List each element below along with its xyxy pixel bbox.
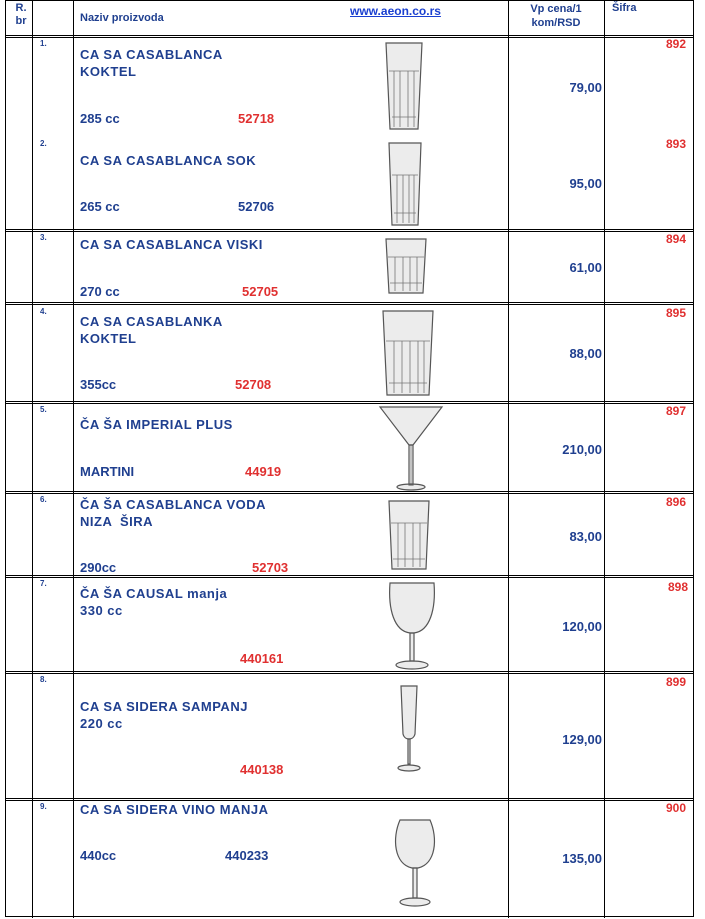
product-name: CA SA SIDERA VINO MANJA	[80, 802, 269, 817]
product-name: CA SA CASABLANCA SOK	[80, 153, 257, 168]
product-price: 83,00	[569, 529, 602, 544]
product-volume: 285 cc	[80, 111, 120, 126]
product-price: 120,00	[562, 619, 602, 634]
product-sifra: 898	[667, 580, 688, 594]
column-divider	[508, 1, 509, 918]
product-volume: 290cc	[80, 560, 117, 575]
highball-glass-icon	[386, 141, 424, 229]
product-code: 44919	[245, 464, 282, 479]
row-divider	[6, 229, 693, 230]
product-name: ČA ŠA CAUSAL manja 330 cc	[80, 586, 228, 618]
product-code: 52706	[238, 199, 275, 214]
header-sifra: Šifra	[612, 2, 637, 14]
product-sifra: 900	[665, 801, 686, 815]
header-rbr: R. br	[15, 2, 27, 27]
header-price: Vp cena/1 kom/RSD	[530, 3, 582, 29]
product-volume: 270 cc	[80, 284, 120, 299]
product-price: 79,00	[569, 80, 602, 95]
product-code: 440138	[240, 762, 284, 777]
product-name: ČA ŠA IMPERIAL PLUS	[80, 417, 233, 432]
highball-glass-icon	[382, 41, 426, 133]
product-name: CA SA CASABLANCA KOKTEL	[80, 47, 223, 79]
martini-glass-icon	[378, 405, 444, 491]
website-link[interactable]: www.aeon.co.rs	[350, 4, 441, 18]
wine-glass-icon	[390, 818, 440, 910]
product-sifra: 894	[665, 232, 686, 246]
row-number: 6.	[40, 495, 47, 504]
product-sifra: 892	[665, 37, 686, 51]
column-divider	[32, 1, 33, 918]
product-code: 440233	[225, 848, 269, 863]
row-number: 2.	[40, 139, 47, 148]
product-sifra: 897	[665, 404, 686, 418]
header-divider	[6, 35, 693, 36]
product-volume: 355cc	[80, 377, 117, 392]
product-price: 129,00	[562, 732, 602, 747]
product-sifra: 895	[665, 306, 686, 320]
product-price: 61,00	[569, 260, 602, 275]
product-code: 52708	[235, 377, 272, 392]
row-number: 7.	[40, 579, 47, 588]
row-divider	[6, 798, 693, 799]
product-name: ČA ŠA CASABLANCA VODA NIZA ŠIRA	[80, 497, 266, 529]
row-divider	[6, 575, 693, 576]
product-name: CA SA CASABLANKA KOKTEL	[80, 314, 223, 346]
product-price: 88,00	[569, 346, 602, 361]
row-number: 8.	[40, 675, 47, 684]
product-code: 52718	[238, 111, 275, 126]
row-number: 1.	[40, 39, 47, 48]
row-number: 5.	[40, 405, 47, 414]
price-list-table	[5, 0, 694, 917]
product-price: 95,00	[569, 176, 602, 191]
product-sifra: 899	[665, 675, 686, 689]
product-volume: 440cc	[80, 848, 117, 863]
column-divider	[604, 1, 605, 918]
rocks-glass-icon	[383, 237, 429, 297]
product-volume: MARTINI	[80, 464, 135, 479]
product-code: 440161	[240, 651, 284, 666]
champagne-flute-icon	[394, 684, 424, 774]
row-number: 4.	[40, 307, 47, 316]
highball-glass-icon	[386, 499, 432, 573]
product-sifra: 893	[665, 137, 686, 151]
product-name: CA SA CASABLANCA VISKI	[80, 237, 263, 252]
product-volume: 265 cc	[80, 199, 120, 214]
product-code: 52705	[242, 284, 279, 299]
product-code: 52703	[252, 560, 289, 575]
row-number: 3.	[40, 233, 47, 242]
row-divider	[6, 401, 693, 402]
product-price: 210,00	[562, 442, 602, 457]
header-naziv: Naziv proizvoda	[80, 12, 164, 24]
row-divider	[6, 302, 693, 303]
row-divider	[6, 491, 693, 492]
column-divider	[73, 1, 74, 918]
wine-glass-icon	[384, 581, 440, 671]
product-price: 135,00	[562, 851, 602, 866]
product-sifra: 896	[665, 495, 686, 509]
row-divider	[6, 671, 693, 672]
highball-glass-icon	[380, 309, 436, 399]
product-name: CA SA SIDERA SAMPANJ 220 cc	[80, 699, 248, 731]
row-number: 9.	[40, 802, 47, 811]
